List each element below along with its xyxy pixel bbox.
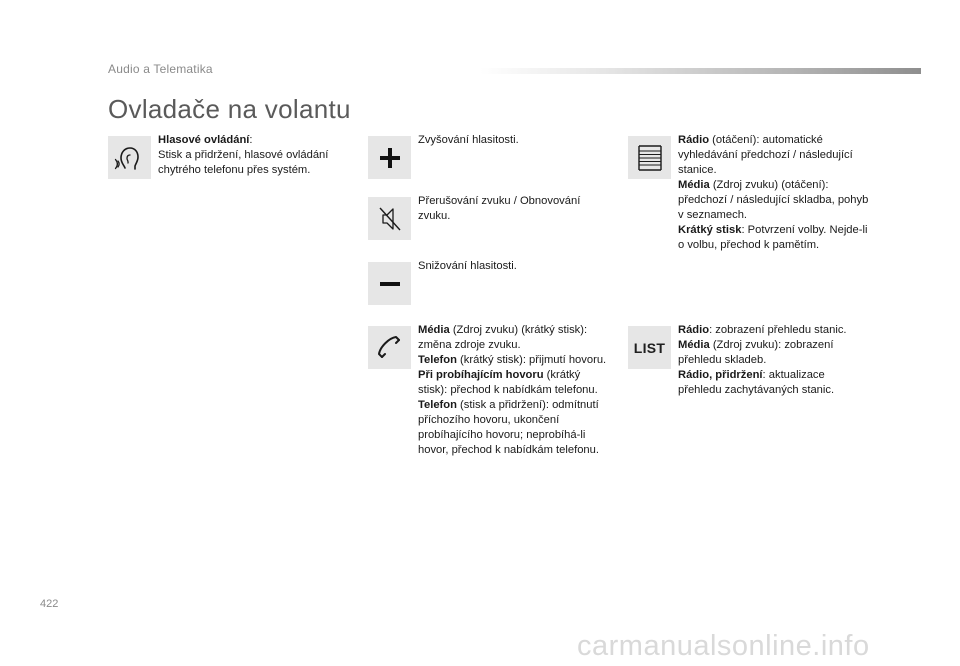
voice-command-term: Hlasové ovládání xyxy=(158,134,250,146)
thumbwheel-press-text: : Potvrzení volby. Nejde-li o volbu, přechod k pamětím. xyxy=(678,224,868,251)
thumbwheel-description xyxy=(678,133,874,253)
voice-command-icon xyxy=(108,136,151,179)
thumbwheel-icon xyxy=(628,136,671,179)
phone-media-term: Média xyxy=(418,324,450,336)
volume-up-description xyxy=(418,133,608,148)
volume-down-description xyxy=(418,259,608,274)
phone-icon xyxy=(368,326,411,369)
section-label: Audio a Telematika xyxy=(108,62,213,76)
thumbwheel-press-term: Krátký stisk xyxy=(678,224,742,236)
voice-command-text: : xyxy=(249,134,253,146)
thumbwheel-radio-term: Rádio xyxy=(678,134,710,146)
list-hold-text: : aktualizace přehledu zachytávaných stanic. xyxy=(678,369,835,396)
voice-command-description xyxy=(158,133,348,178)
list-media-term: Média xyxy=(678,339,710,351)
list-icon xyxy=(628,326,671,369)
phone-ongoing-text: (krátký stisk): přechod k nabídkám telefonu. xyxy=(418,369,598,396)
phone-media-text: (Zdroj zvuku) (krátký stisk): změna zdroje zvuku. xyxy=(418,324,588,351)
list-media-text: (Zdroj zvuku): zobrazení přehledu skladeb. xyxy=(678,339,834,366)
voice-command-detail: Stisk a přidržení, hlasové ovládání chytrého telefonu přes systém. xyxy=(158,149,329,176)
phone-ongoing-term: Při probíhajícím hovoru xyxy=(418,369,544,381)
phone-call-text: (krátký stisk): přijmutí hovoru. xyxy=(456,354,607,366)
plus-icon xyxy=(368,136,411,179)
mute-icon xyxy=(368,197,411,240)
volume-down-text: Snižování hlasitosti. xyxy=(418,260,517,272)
list-radio-term: Rádio xyxy=(678,324,710,336)
watermark: carmanualsonline.info xyxy=(577,630,870,662)
mute-text: Přerušování zvuku / Obnovování zvuku. xyxy=(418,195,581,222)
minus-icon xyxy=(368,262,411,305)
list-icon-label: LIST xyxy=(633,339,666,356)
list-hold-term: Rádio, přidržení xyxy=(678,369,763,381)
thumbwheel-radio-text: (otáčení): automatické vyhledávání předchozí / následující stanice. xyxy=(678,134,853,176)
header-rule xyxy=(480,68,921,74)
volume-up-text: Zvyšování hlasitosti. xyxy=(418,134,519,146)
phone-hold-term: Telefon xyxy=(418,399,457,411)
page-title: Ovladače na volantu xyxy=(108,94,351,124)
list-radio-text: : zobrazení přehledu stanic. xyxy=(709,324,847,336)
phone-description xyxy=(418,323,612,458)
mute-description xyxy=(418,194,598,224)
phone-hold-text: (stisk a přidržení): odmítnutí příchozího hovoru, ukončení probíhajícího hovoru; neprobíhá-li hovor, přechod k nabídkám telefonu. xyxy=(418,399,599,456)
list-description xyxy=(678,323,868,398)
phone-call-term: Telefon xyxy=(418,354,457,366)
thumbwheel-media-term: Média xyxy=(678,179,710,191)
thumbwheel-media-text: (Zdroj zvuku) (otáčení): předchozí / následující skladba, pohyb v seznamech. xyxy=(678,179,869,221)
page-number: 422 xyxy=(40,598,59,610)
